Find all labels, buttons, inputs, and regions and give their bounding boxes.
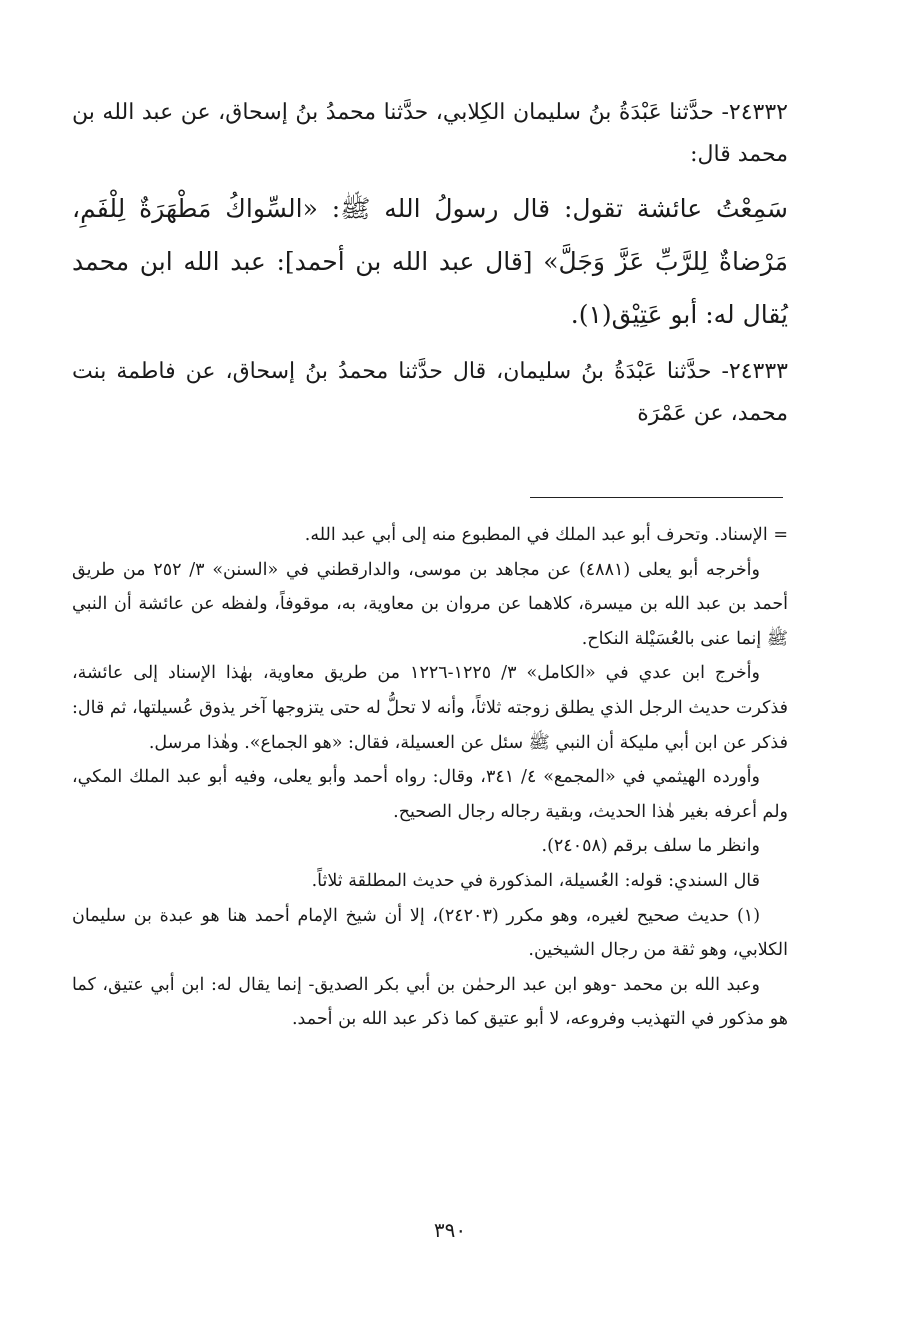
- footnote-1: (١) حديث صحيح لغيره، وهو مكرر (٢٤٢٠٣)، إلا أن شيخ الإمام أحمد هنا هو عبدة بن سليمان الكلابي، وهو ثقة من رجال الشيخين.: [72, 905, 788, 961]
- hadith-24332-isnad: ٢٤٣٣٢- حدَّثنا عَبْدَةُ بنُ سليمان الكِلابي، حدَّثنا محمدُ بنُ إسحاق، عن عبد الله بن محمد قال:: [72, 100, 788, 167]
- hadith-24332-matn: سَمِعْتُ عائشة تقول: قال رسولُ الله ﷺ: «السِّواكُ مَطْهَرَةٌ لِلْفَمِ، مَرْضاةٌ لِلرَّبِّ عَزَّ وَجَلَّ» [قال عبد الله بن أحمد]: عبد الله ابن محمد يُقال له: أبو عَتِيْق(١).: [72, 194, 788, 329]
- footnote-divider: [530, 497, 783, 498]
- main-text: [72, 92, 788, 435]
- page-number: ٣٩٠: [433, 1218, 467, 1242]
- footnotes: [72, 518, 788, 1037]
- footnote-paragraph: وأخرج ابن عدي في «الكامل» ٣/ ١٢٢٥-١٢٢٦ من طريق معاوية، بهٰذا الإسناد إلى عائشة، فذكرت حديث الرجل الذي يطلق زوجته ثلاثاً، وأنه لا تحلُّ له حتى يتزوجها آخر يذوق عُسيلتها، ثم قال: فذكر عن ابن أبي مليكة أن النبي ﷺ سئل عن العسيلة، فقال: «هو الجماع». وهٰذا مرسل.: [72, 663, 788, 753]
- footnote-paragraph: قال السندي: قوله: العُسيلة، المذكورة في حديث المطلقة ثلاثاً.: [311, 870, 760, 891]
- footnote-paragraph: وأورده الهيثمي في «المجمع» ٤/ ٣٤١، وقال: رواه أحمد وأبو يعلى، وفيه أبو عبد الملك المكي، ولم أعرفه بغير هٰذا الحديث، وبقية رجاله رجال الصحيح.: [72, 767, 788, 822]
- footnote-continuation: = الإسناد. وتحرف أبو عبد الملك في المطبوع منه إلى أبي عبد الله.: [304, 525, 788, 545]
- footnote-paragraph: وأخرجه أبو يعلى (٤٨٨١) عن مجاهد بن موسى، والدارقطني في «السنن» ٣/ ٢٥٢ من طريق أحمد بن عبد الله بن ميسرة، كلاهما عن مروان بن معاوية، به، موقوفاً، ولفظه عن عائشة أن النبي ﷺ إنما عنى بالعُسَيْلة النكاح.: [72, 559, 788, 649]
- footnote-paragraph: وعبد الله بن محمد -وهو ابن عبد الرحمٰن بن أبي بكر الصديق- إنما يقال له: ابن أبي عتيق، كما هو مذكور في التهذيب وفروعه، لا أبو عتيق كما ذكر عبد الله بن أحمد.: [72, 974, 788, 1030]
- footnote-paragraph: وانظر ما سلف برقم (٢٤٠٥٨).: [541, 836, 760, 857]
- hadith-24333-isnad: ٢٤٣٣٣- حدَّثنا عَبْدَةُ بنُ سليمان، قال حدَّثنا محمدُ بنُ إسحاق، عن فاطمة بنت محمد، عن عَمْرَة: [72, 359, 788, 426]
